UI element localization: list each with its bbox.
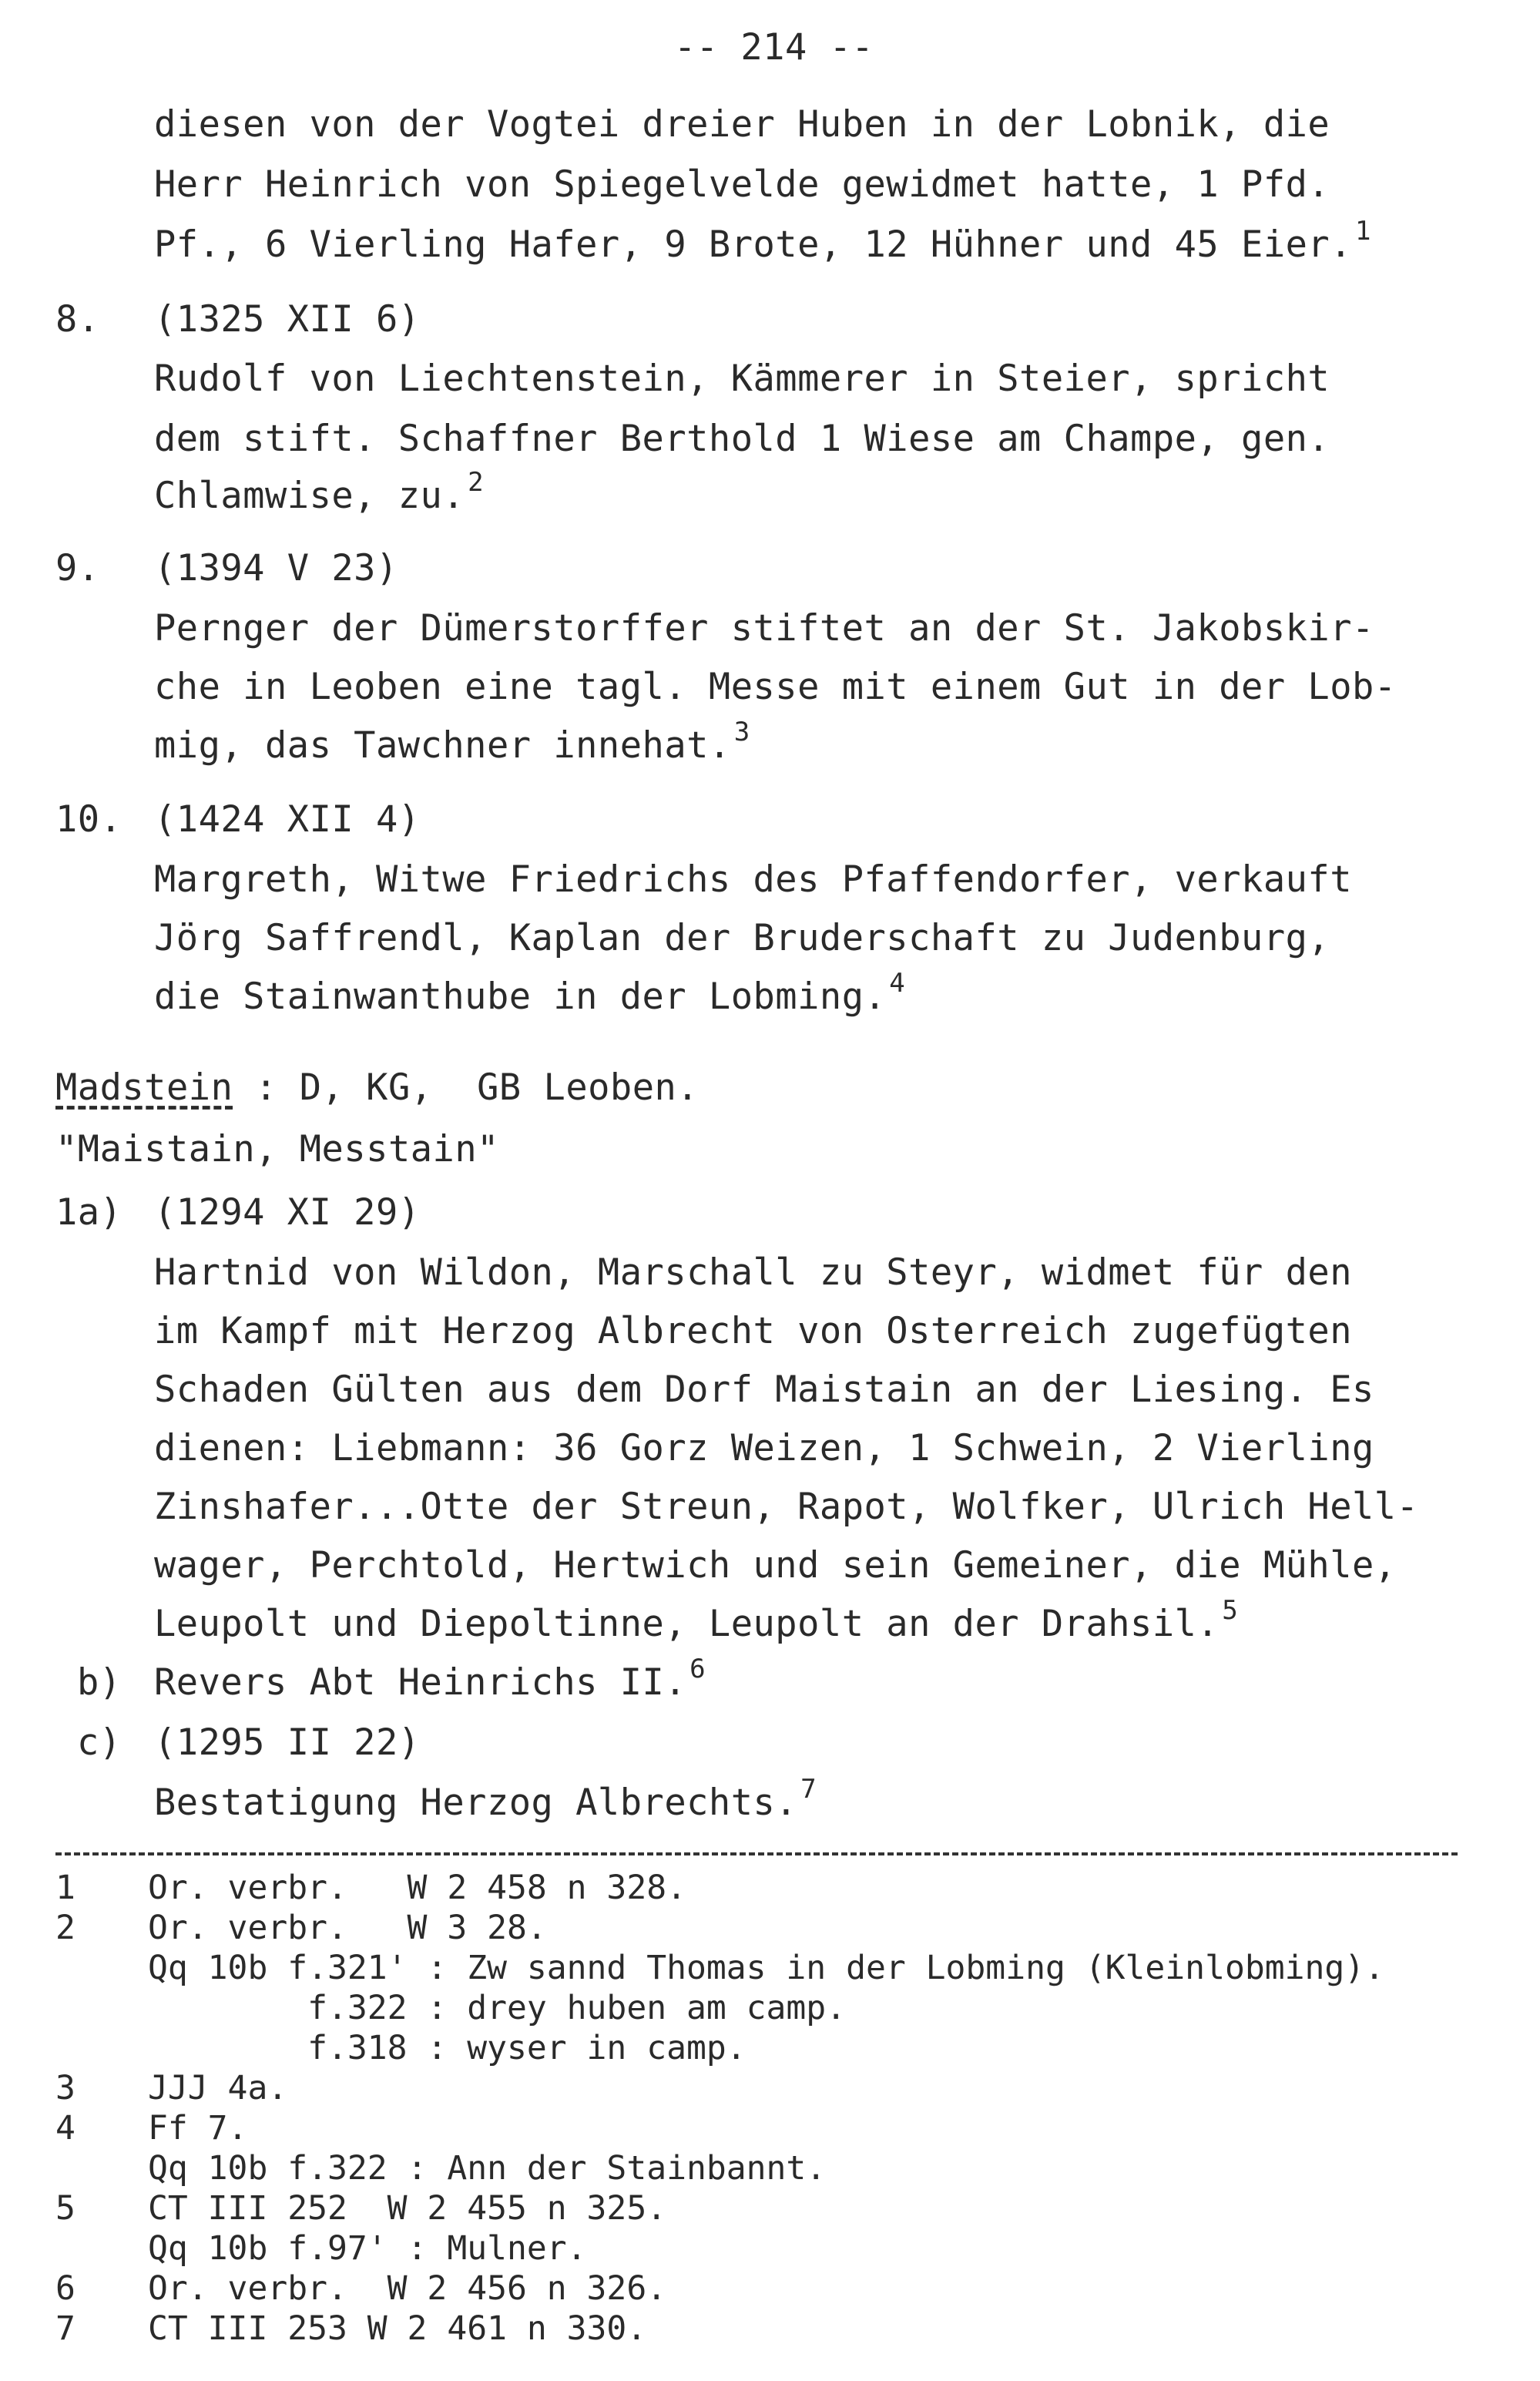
- section-variant-names: "Maistain, Messtain": [55, 1128, 499, 1170]
- footnote-ref-4: 4: [889, 968, 906, 999]
- entry-1a-number: 1a): [55, 1191, 122, 1234]
- entry-10-line-3: die Stainwanthube in der Lobming. $^4$: [154, 968, 906, 1018]
- section-heading-details: : D, KG, GB Leoben.: [233, 1066, 700, 1109]
- footnote-7-number: 7: [55, 2309, 75, 2348]
- footnote-2-number: 2: [55, 1909, 75, 1947]
- footnote-6-text: Or. verbr. W 2 456 n 326.: [148, 2269, 667, 2308]
- footnote-ref-6: 6: [689, 1654, 706, 1684]
- footnote-1-text: Or. verbr. W 2 458 n 328.: [148, 1869, 686, 1907]
- entry-1b-number: b): [77, 1661, 122, 1704]
- entry-1a-line-6: wager, Perchtold, Hertwich und sein Gemeiner, die Mühle,: [154, 1544, 1397, 1587]
- entry-1a-line-4: dienen: Liebmann: 36 Gorz Weizen, 1 Schwein, 2 Vierling: [154, 1427, 1374, 1469]
- entry-8-date: (1325 XII 6): [154, 298, 421, 341]
- footnote-3-text: JJJ 4a.: [148, 2069, 288, 2107]
- entry-8-line-1: Rudolf von Liechtenstein, Kämmerer in Steier, spricht: [154, 358, 1330, 400]
- entry-10-date: (1424 XII 4): [154, 798, 421, 841]
- footnote-5-text: CT III 252 W 2 455 n 325.: [148, 2189, 667, 2228]
- page-number: -- 214 --: [674, 26, 874, 69]
- footnote-2-continuation-1: Qq 10b f.321' : Zw sannd Thomas in der Lobming (Kleinlobming).: [148, 1949, 1385, 1987]
- entry-9-line-2: che in Leoben eine tagl. Messe mit einem Gut in der Lob-: [154, 666, 1397, 708]
- entry-9-number: 9.: [55, 547, 100, 589]
- footnote-4-number: 4: [55, 2109, 75, 2148]
- footnote-ref-2: 2: [468, 467, 485, 498]
- entry-1c-number: c): [77, 1721, 122, 1764]
- footnote-ref-3: 3: [733, 717, 750, 747]
- footnote-6-number: 6: [55, 2269, 75, 2308]
- entry-1a-line-3: Schaden Gülten aus dem Dorf Maistain an der Liesing. Es: [154, 1368, 1374, 1411]
- entry-9-line-3: mig, das Tawchner innehat. $^3$: [154, 717, 750, 767]
- entry-9-line-1: Pernger der Dümerstorffer stiftet an der St. Jakobskir-: [154, 607, 1374, 650]
- footnote-2-continuation-3: f.318 : wyser in camp.: [148, 2029, 747, 2067]
- footnote-3-number: 3: [55, 2069, 75, 2107]
- footnote-ref-1: 1: [1355, 216, 1371, 247]
- entry-1a-line-7: Leupolt und Diepoltinne, Leupolt an der Drahsil. $^5$: [154, 1595, 1239, 1645]
- footnote-7-text: CT III 253 W 2 461 n 330.: [148, 2309, 647, 2348]
- entry-10-line-2: Jörg Saffrendl, Kaplan der Bruderschaft zu Judenburg,: [154, 917, 1330, 959]
- entry-1c-text: Bestatigung Herzog Albrechts. $^7$: [154, 1774, 817, 1824]
- footnote-5-continuation: Qq 10b f.97' : Mulner.: [148, 2229, 587, 2268]
- entry-8-line-3: Chlamwise, zu. $^2$: [154, 467, 485, 517]
- continuation-line-3: Pf., 6 Vierling Hafer, 9 Brote, 12 Hühner und 45 Eier. $^1$: [154, 216, 1371, 266]
- footnote-2-text: Or. verbr. W 3 28.: [148, 1909, 547, 1947]
- entry-1a-line-1: Hartnid von Wildon, Marschall zu Steyr, widmet für den: [154, 1251, 1353, 1294]
- footnote-1-number: 1: [55, 1869, 75, 1907]
- entry-1a-line-2: im Kampf mit Herzog Albrecht von Osterreich zugefügten: [154, 1310, 1353, 1352]
- entry-8-line-2: dem stift. Schaffner Berthold 1 Wiese am Champe, gen.: [154, 418, 1330, 460]
- entry-1a-line-5: Zinshafer...Otte der Streun, Rapot, Wolfker, Ulrich Hell-: [154, 1486, 1419, 1528]
- footnote-ref-7: 7: [800, 1774, 817, 1805]
- footnote-2-continuation-2: f.322 : drey huben am camp.: [148, 1989, 847, 2027]
- continuation-line-2: Herr Heinrich von Spiegelvelde gewidmet hatte, 1 Pfd.: [154, 163, 1330, 206]
- section-heading-place: Madstein: [55, 1066, 233, 1109]
- entry-10-line-1: Margreth, Witwe Friedrichs des Pfaffendorfer, verkauft: [154, 858, 1353, 901]
- entry-10-number: 10.: [55, 798, 122, 841]
- entry-9-date: (1394 V 23): [154, 547, 398, 589]
- footnote-ref-5: 5: [1222, 1595, 1239, 1626]
- entry-8-number: 8.: [55, 298, 100, 341]
- footnote-5-number: 5: [55, 2189, 75, 2228]
- entry-1c-date: (1295 II 22): [154, 1721, 421, 1764]
- footnote-4-continuation: Qq 10b f.322 : Ann der Stainbannt.: [148, 2149, 827, 2188]
- footnote-separator: [55, 1852, 1458, 1855]
- continuation-line-1: diesen von der Vogtei dreier Huben in der Lobnik, die: [154, 103, 1330, 146]
- footnote-4-text: Ff 7.: [148, 2109, 248, 2148]
- entry-1a-date: (1294 XI 29): [154, 1191, 421, 1234]
- entry-1b-text: Revers Abt Heinrichs II. $^6$: [154, 1654, 706, 1704]
- section-heading: [55, 1065, 699, 1111]
